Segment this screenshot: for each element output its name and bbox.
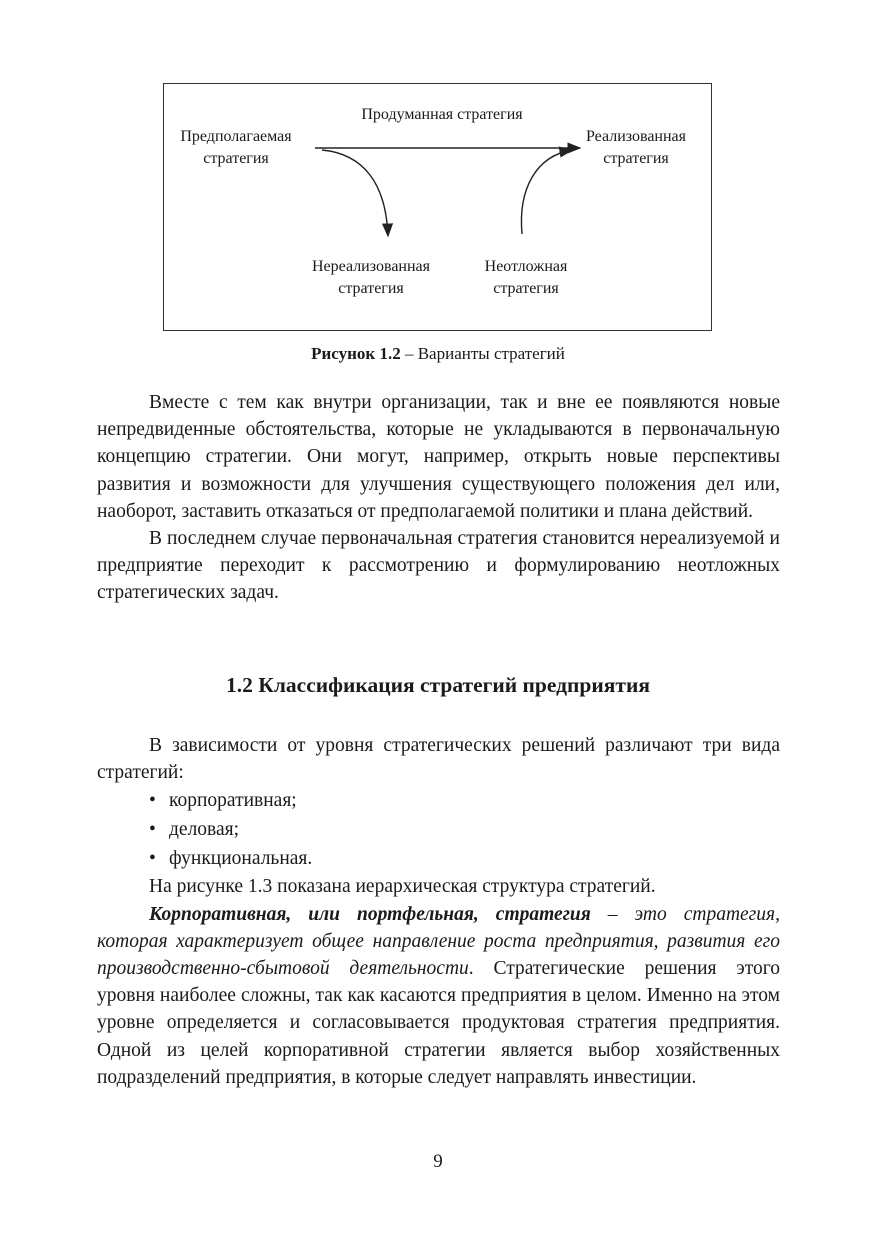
unrealized-arrow xyxy=(322,150,388,236)
figure-caption: Рисунок 1.2 – Варианты стратегий xyxy=(311,344,565,363)
realized-strategy-label: Реализованная стратегия xyxy=(585,128,687,167)
list-item: • деловая; xyxy=(149,819,240,841)
list-item: • функциональная. xyxy=(149,848,313,870)
emergent-arrow xyxy=(521,150,572,234)
intended-strategy-label: Предполагаемая стратегия xyxy=(180,128,292,167)
strategy-figure xyxy=(163,83,712,331)
list-item: • корпоративная; xyxy=(149,790,297,812)
term-corporate-strategy: Корпоративная, или портфельная, стратегия xyxy=(149,903,591,925)
section-heading: 1.2 Классификация стратегий предприятия xyxy=(226,673,650,697)
strategy-types-list xyxy=(97,786,780,873)
body-text-bottom xyxy=(97,732,780,1091)
paragraph-1: Вместе с тем как внутри организации, так и вне ее появляются новые непредвиденные обстоятельства, которые не укладываются в первоначальную концепцию стратегии. Они могут, например, открыть новые перспективы развития и возможности для улучшения существующего положения дел или, наоборот, заставить отказаться от предполагаемой политики и плана действий. xyxy=(97,392,780,522)
paragraph-4: На рисунке 1.3 показана иерархическая структура стратегий. xyxy=(149,876,656,898)
page-number: 9 xyxy=(433,1151,443,1172)
body-text-top xyxy=(97,389,780,607)
paragraph-2: В последнем случае первоначальная стратегия становится нереализуемой и предприятие переходит к рассмотрению и формулированию неотложных стратегических задач. xyxy=(97,528,780,604)
paragraph-5: Корпоративная, или портфельная, стратегия – это стратегия, которая характеризует общее направление роста предприятия, развития его производственно-сбытовой деятельности. Стратегические решения этого уровня наиболее сложны, так как касаются предприятия в целом. Именно на этом уровне определяется и согласовывается продуктовая стратегия предприятия. Одной из целей корпоративной стратегии является выбор хозяйственных подразделений предприятия, в которые следует направлять инвестиции. xyxy=(97,903,780,1088)
deliberate-strategy-label: Продуманная стратегия xyxy=(361,106,523,123)
unrealized-strategy-label: Нереализованная стратегия xyxy=(312,258,430,297)
paragraph-3: В зависимости от уровня стратегических решений различают три вида стратегий: xyxy=(97,735,780,784)
emergent-strategy-label: Неотложная стратегия xyxy=(484,258,568,297)
